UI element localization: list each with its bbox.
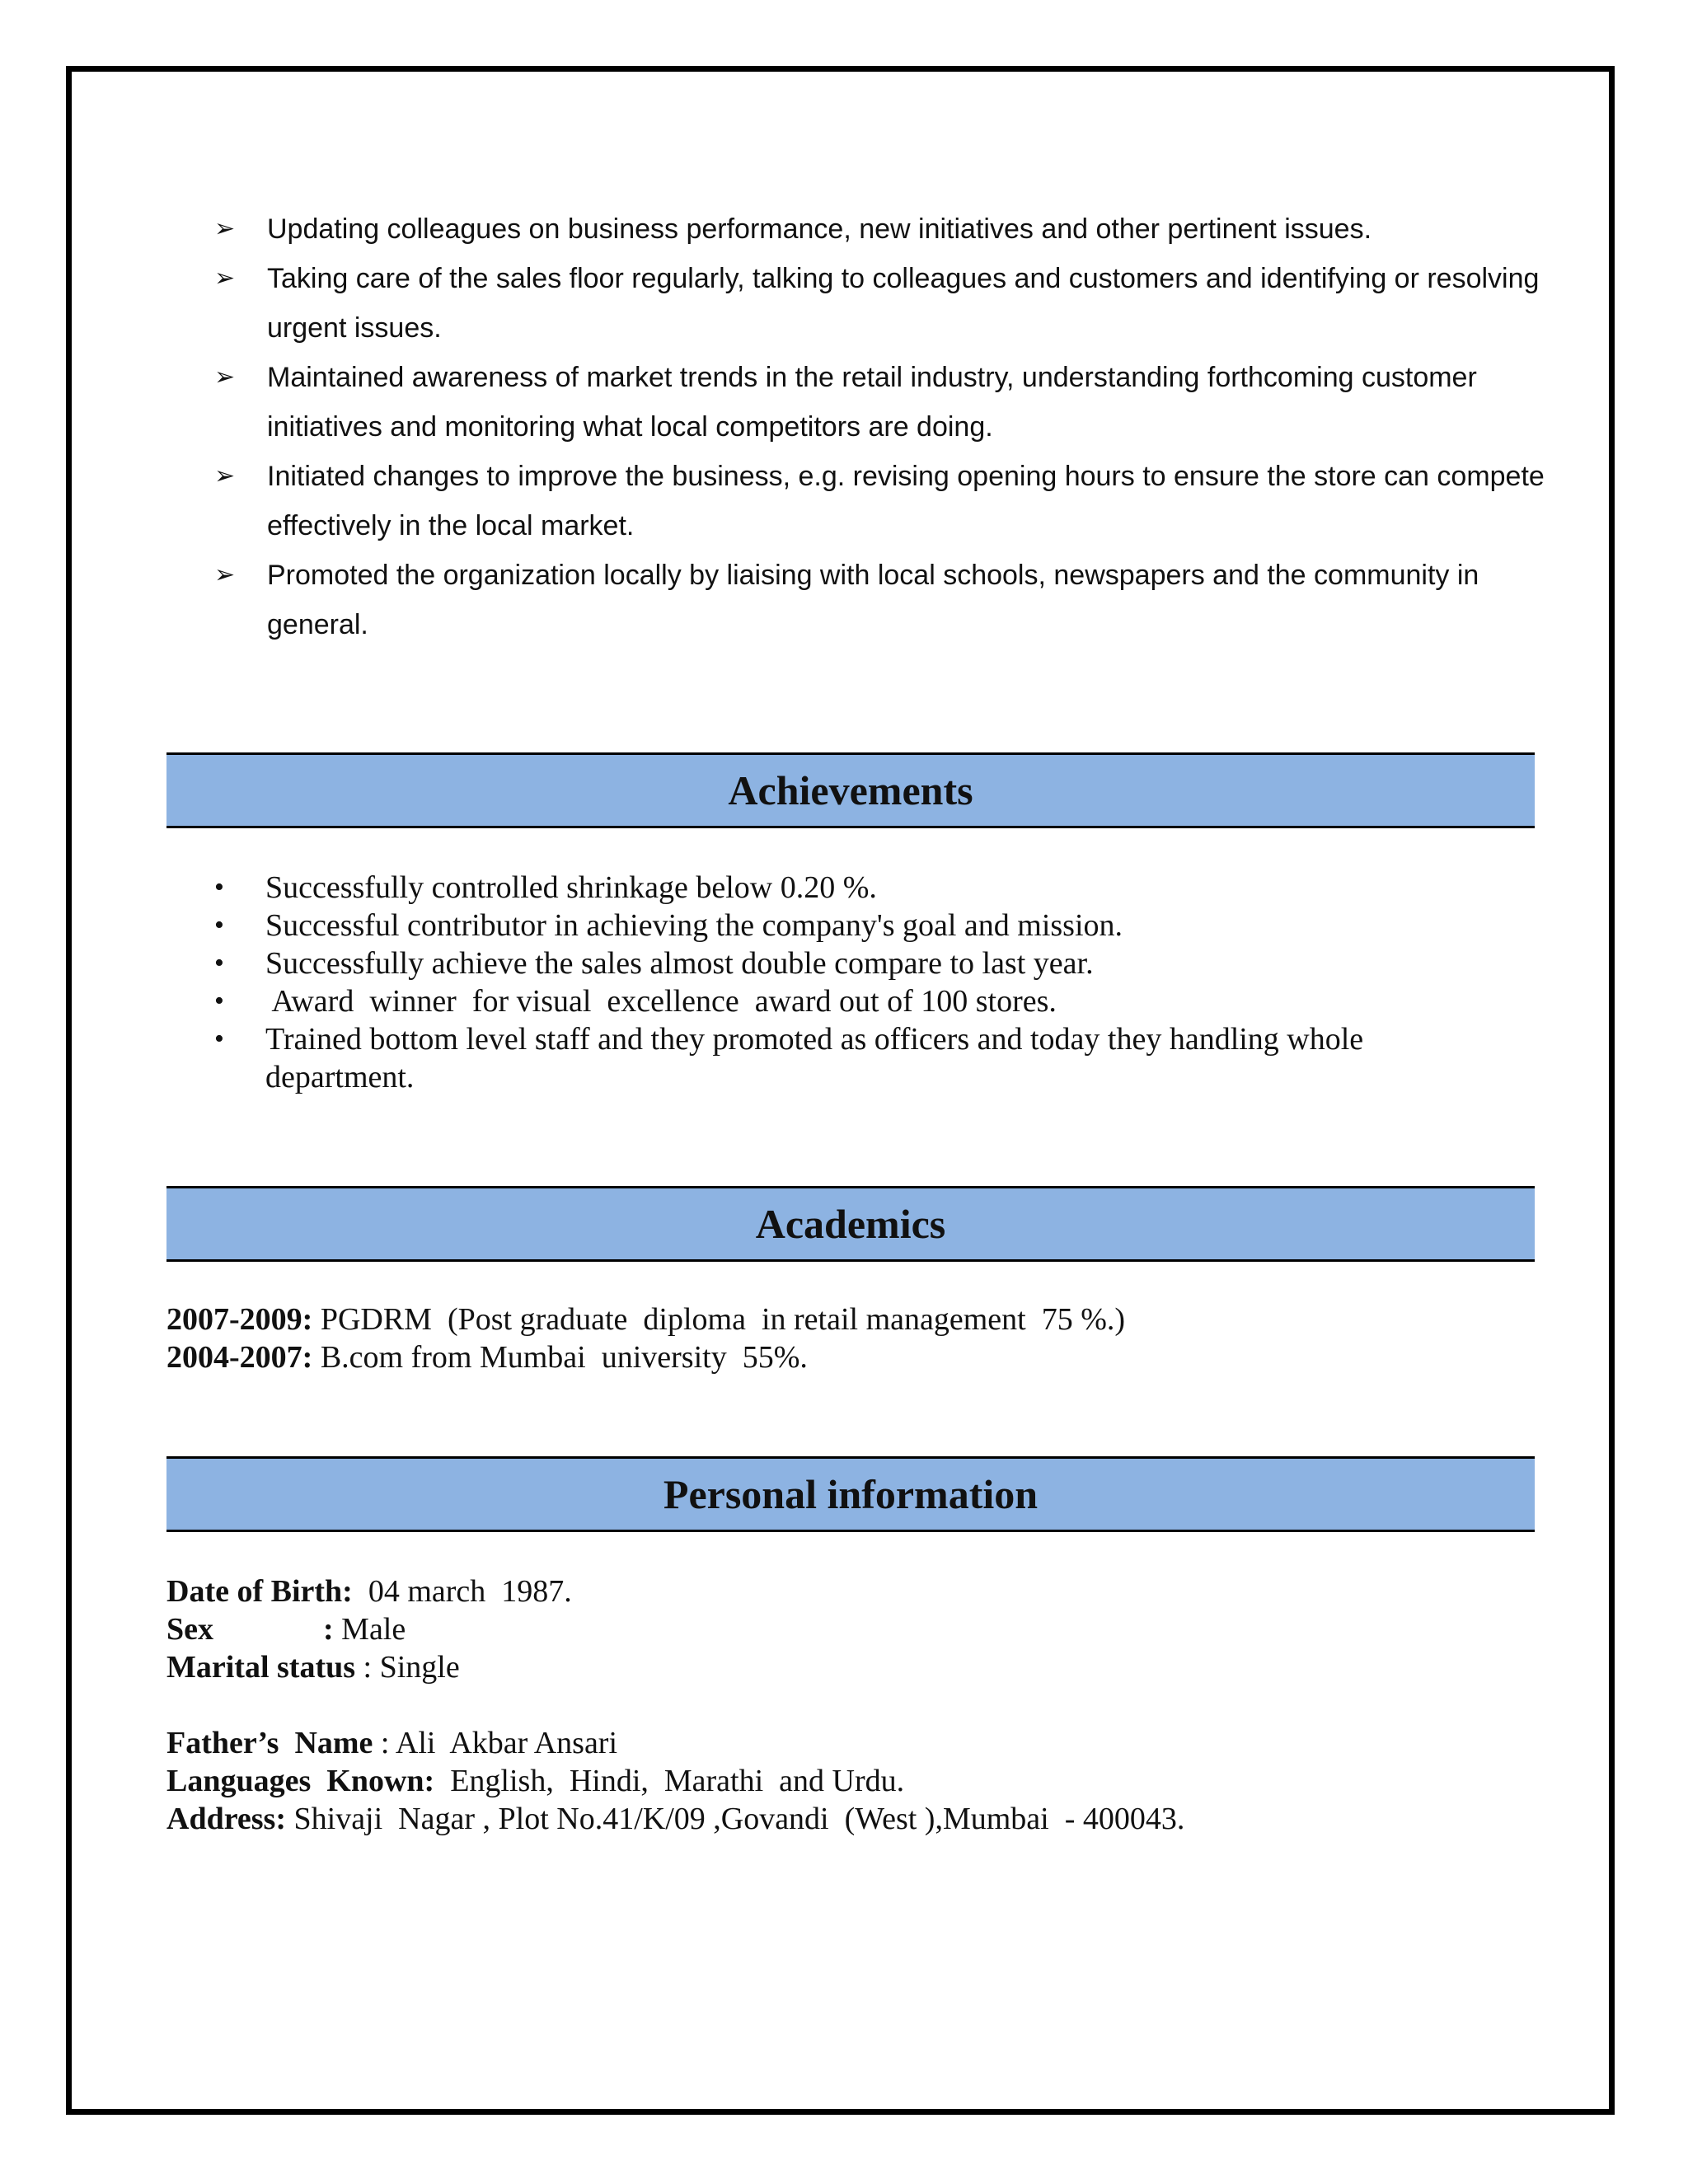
bullet-dot-icon: • [214,986,224,1016]
marital-row: Marital status : Single [166,1650,460,1685]
arrow-bullet-icon: ➢ [214,264,236,293]
arrow-bullet-icon: ➢ [214,462,236,490]
academic-entry: 2004-2007: B.com from Mumbai university 55%. [166,1340,808,1375]
list-item: • Successfully achieve the sales almost double compare to last year. [214,946,1094,981]
personal-info-heading: Personal information [166,1456,1535,1532]
spacer [166,1686,1568,1724]
achievements-heading: Achievements [166,752,1535,828]
list-item: • Trained bottom level staff and they promoted as officers and today they handling whole department. [214,1022,1364,1094]
languages-row: Languages Known: English, Hindi, Marathi and Urdu. [166,1764,905,1798]
list-item: • Successful contributor in achieving the company's goal and mission. [214,908,1123,943]
academics-list [166,1301,1485,1376]
achievements-list [214,869,1467,1096]
personal-info [166,1572,1568,1838]
bullet-dot-icon: • [214,872,224,902]
list-item: ➢ Maintained awareness of market trends in the retail industry, understanding forthcoming customer initiatives and monitoring what local competitors are doing. [214,353,1550,452]
dob-row: Date of Birth: 04 march 1987. [166,1574,572,1609]
list-item: ➢ Updating colleagues on business performance, new initiatives and other pertinent issues. [214,204,1550,254]
bullet-dot-icon: • [214,948,224,978]
bullet-dot-icon: • [214,910,224,940]
sex-row: Sex : Male [166,1612,406,1647]
responsibilities-list [214,204,1550,649]
list-item: • Successfully controlled shrinkage below 0.20 %. [214,870,877,905]
arrow-bullet-icon: ➢ [214,560,236,589]
list-item: ➢ Promoted the organization locally by liaising with local schools, newspapers and the community in general. [214,551,1550,649]
father-row: Father’s Name : Ali Akbar Ansari [166,1726,618,1760]
list-item: ➢ Initiated changes to improve the business, e.g. revising opening hours to ensure the store can compete effectively in the local market. [214,452,1550,551]
arrow-bullet-icon: ➢ [214,363,236,391]
arrow-bullet-icon: ➢ [214,214,236,243]
list-item: • Award winner for visual excellence award out of 100 stores. [214,984,1057,1019]
academic-entry: 2007-2009: PGDRM (Post graduate diploma in retail management 75 %.) [166,1302,1126,1337]
address-row: Address: Shivaji Nagar , Plot No.41/K/09 ,Govandi (West ),Mumbai - 400043. [166,1802,1185,1836]
academics-heading: Academics [166,1186,1535,1262]
bullet-dot-icon: • [214,1024,224,1054]
list-item: ➢ Taking care of the sales floor regularly, talking to colleagues and customers and identifying or resolving urgent issues. [214,254,1550,353]
